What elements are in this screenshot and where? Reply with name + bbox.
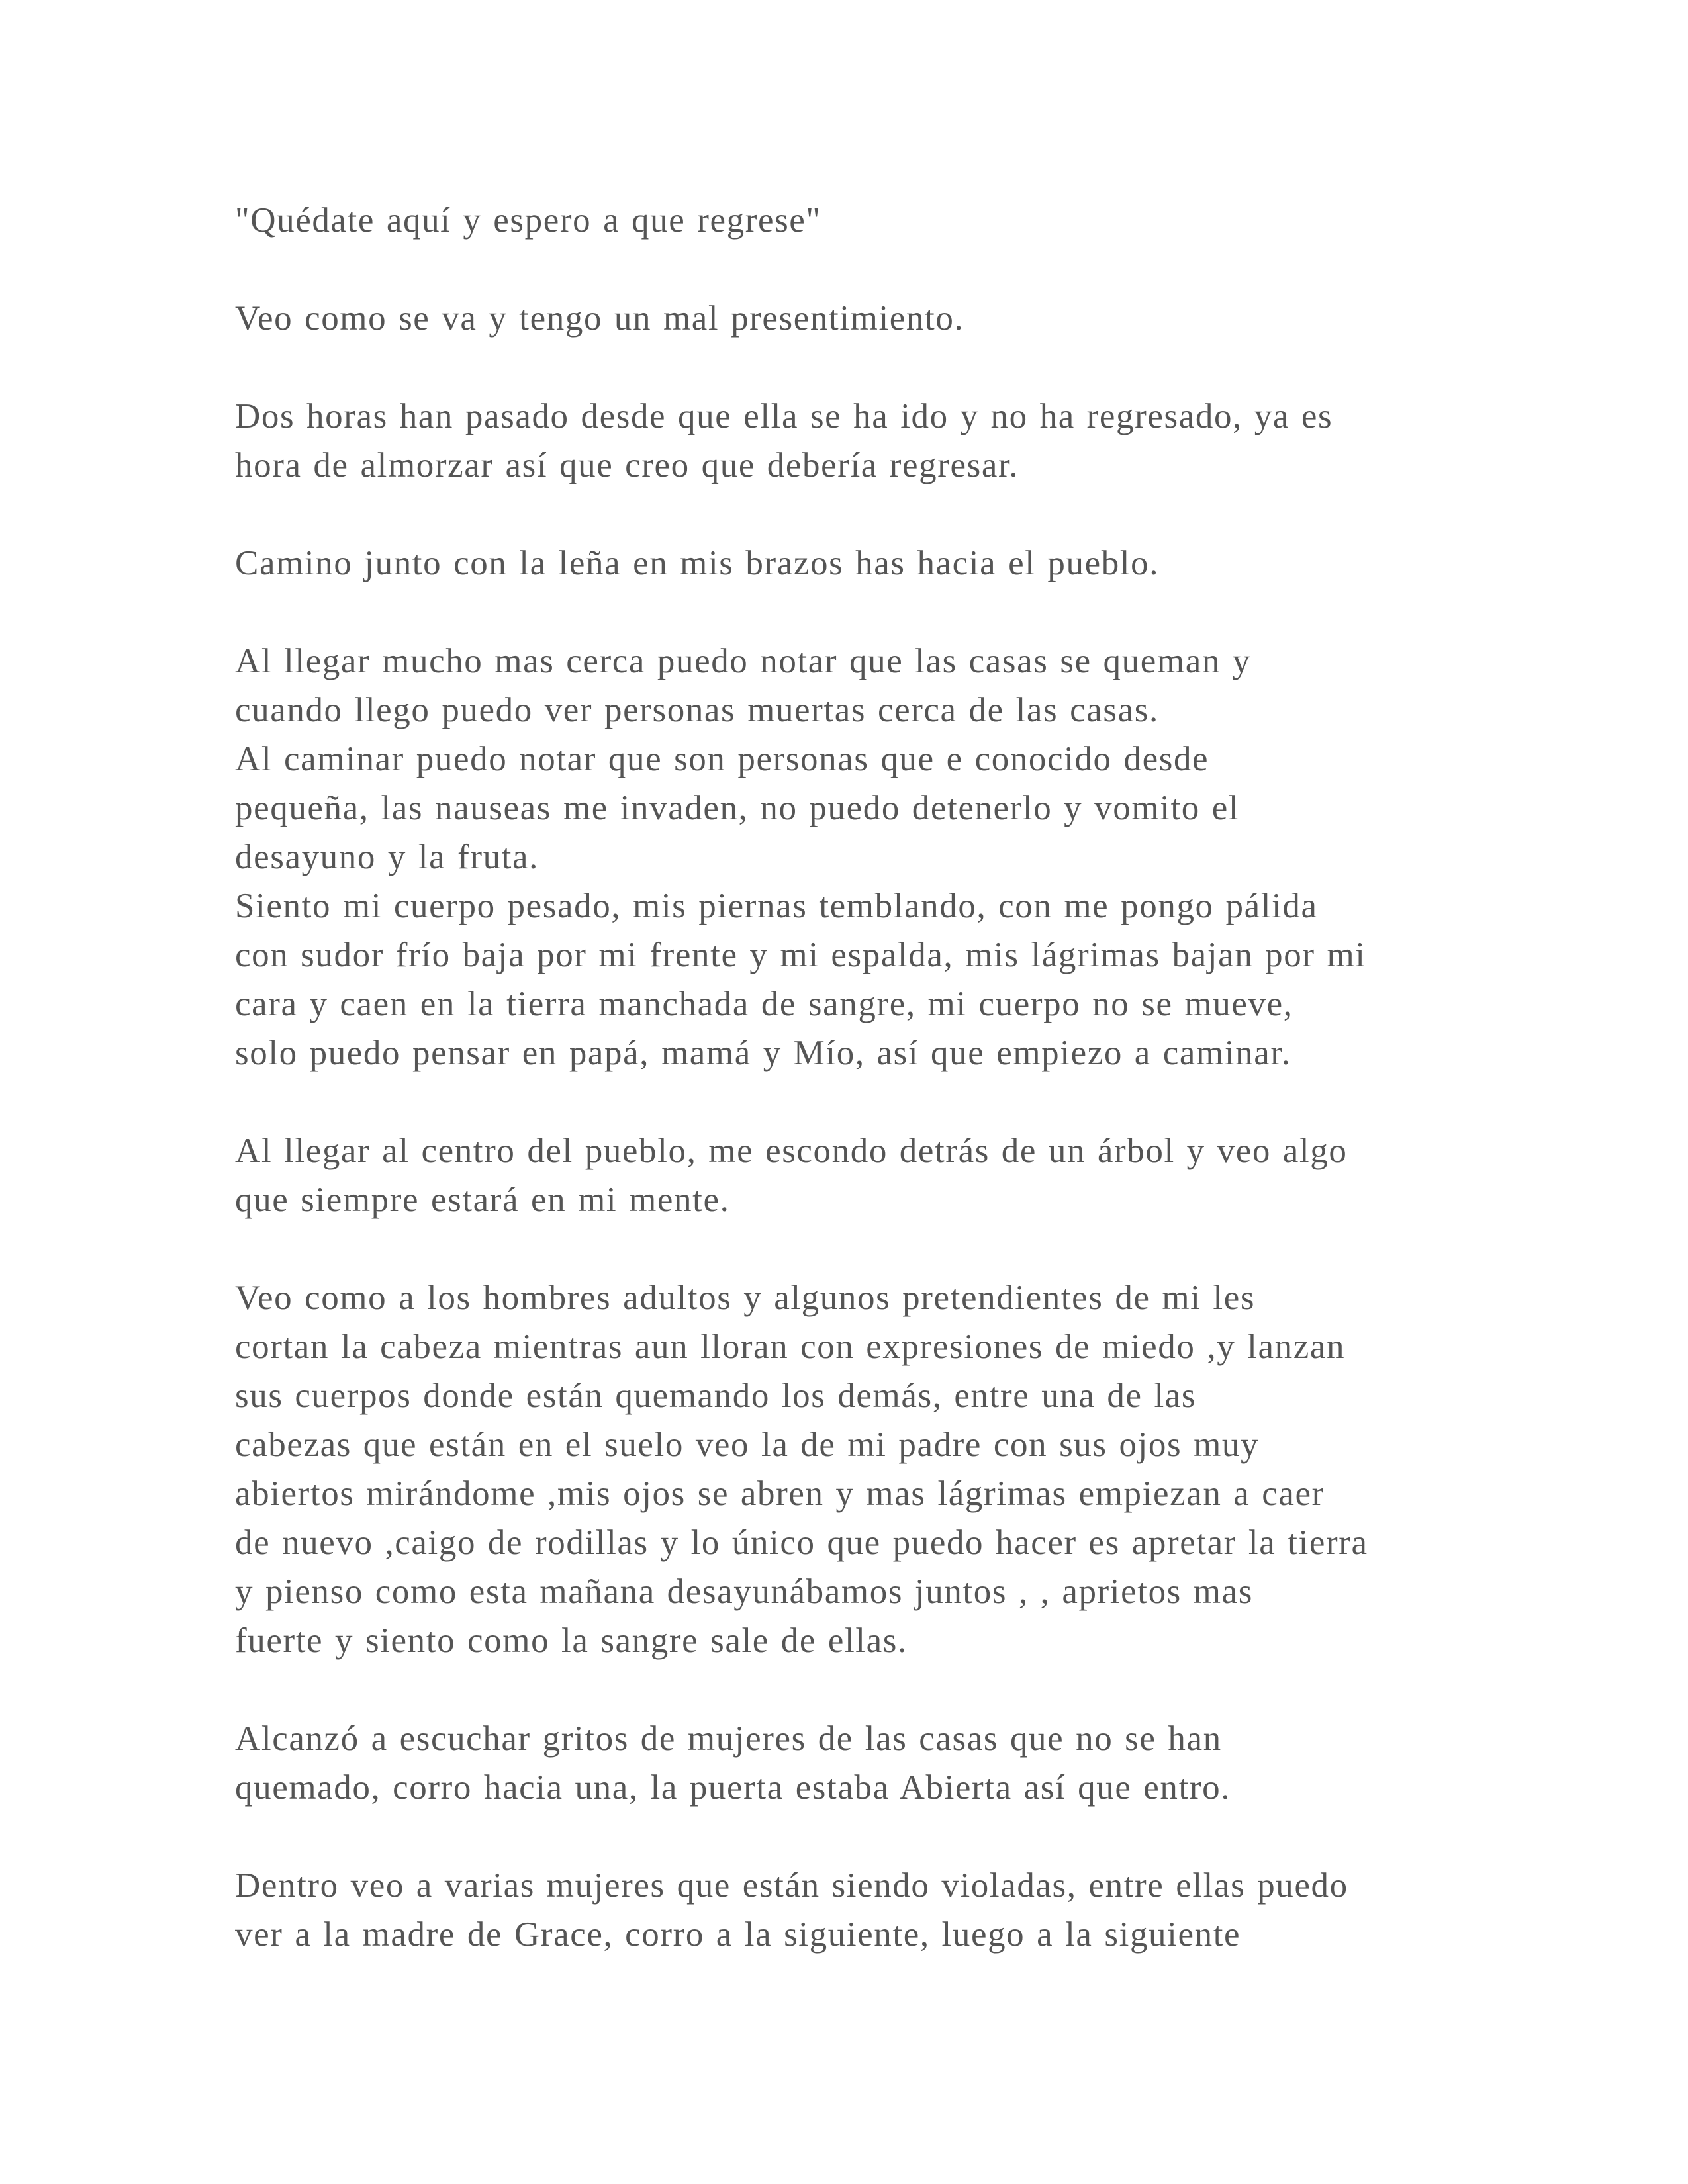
paragraph-gap [235,588,1493,637]
paragraph-gap [235,1224,1493,1273]
paragraph [235,392,1493,490]
paragraph-gap [235,1077,1493,1126]
text-line: cara y caen en la tierra manchada de sangre, mi cuerpo no se mueve, [235,985,1293,1023]
text-line: cabezas que están en el suelo veo la de mi padre con sus ojos muy [235,1426,1260,1464]
text-line: cortan la cabeza mientras aun lloran con expresiones de miedo ,y lanzan [235,1328,1346,1366]
text-line: abiertos mirándome ,mis ojos se abren y mas lágrimas empiezan a caer [235,1475,1325,1513]
text-line: Veo como se va y tengo un mal presentimiento. [235,299,964,338]
text-line: que siempre estará en mi mente. [235,1181,730,1219]
paragraph-gap [235,490,1493,539]
text-line: pequeña, las nauseas me invaden, no puedo detenerlo y vomito el [235,789,1240,827]
text-line: Al caminar puedo notar que son personas que e conocido desde [235,740,1209,778]
text-line: desayuno y la fruta. [235,838,539,876]
text-line: con sudor frío baja por mi frente y mi espalda, mis lágrimas bajan por mi [235,936,1366,974]
text-line: solo puedo pensar en papá, mamá y Mío, así que empiezo a caminar. [235,1034,1291,1072]
text-line: Veo como a los hombres adultos y algunos pretendientes de mi les [235,1279,1256,1317]
text-line: hora de almorzar así que creo que debería regresar. [235,446,1019,484]
text-line: Al llegar mucho mas cerca puedo notar que las casas se queman y [235,642,1251,680]
paragraph [235,637,1493,1077]
paragraph [235,1861,1493,1959]
text-line: fuerte y siento como la sangre sale de ellas. [235,1621,908,1660]
text-line: y pienso como esta mañana desayunábamos juntos , , aprietos mas [235,1572,1253,1611]
paragraph [235,1273,1493,1665]
text-line: sus cuerpos donde están quemando los demás, entre una de las [235,1377,1197,1415]
paragraph-gap [235,1665,1493,1714]
paragraph [235,1714,1493,1812]
paragraph [235,1126,1493,1224]
document-body [235,196,1493,1959]
text-line: quemado, corro hacia una, la puerta estaba Abierta así que entro. [235,1768,1231,1807]
paragraph [235,294,1493,343]
paragraph-gap [235,343,1493,392]
text-line: Dentro veo a varias mujeres que están siendo violadas, entre ellas puedo [235,1866,1348,1905]
text-line: Al llegar al centro del pueblo, me escondo detrás de un árbol y veo algo [235,1132,1348,1170]
paragraph-gap [235,245,1493,294]
text-line: ver a la madre de Grace, corro a la siguiente, luego a la siguiente [235,1915,1241,1954]
text-line: Siento mi cuerpo pesado, mis piernas temblando, con me pongo pálida [235,887,1318,925]
text-line: cuando llego puedo ver personas muertas cerca de las casas. [235,691,1159,729]
text-line: "Quédate aquí y espero a que regrese" [235,201,821,240]
text-line: de nuevo ,caigo de rodillas y lo único que puedo hacer es apretar la tierra [235,1524,1368,1562]
paragraph [235,539,1493,588]
text-line: Dos horas han pasado desde que ella se ha ido y no ha regresado, ya es [235,397,1333,435]
paragraph [235,196,1493,245]
text-line: Camino junto con la leña en mis brazos has hacia el pueblo. [235,544,1160,582]
text-line: Alcanzó a escuchar gritos de mujeres de las casas que no se han [235,1719,1222,1758]
paragraph-gap [235,1812,1493,1861]
